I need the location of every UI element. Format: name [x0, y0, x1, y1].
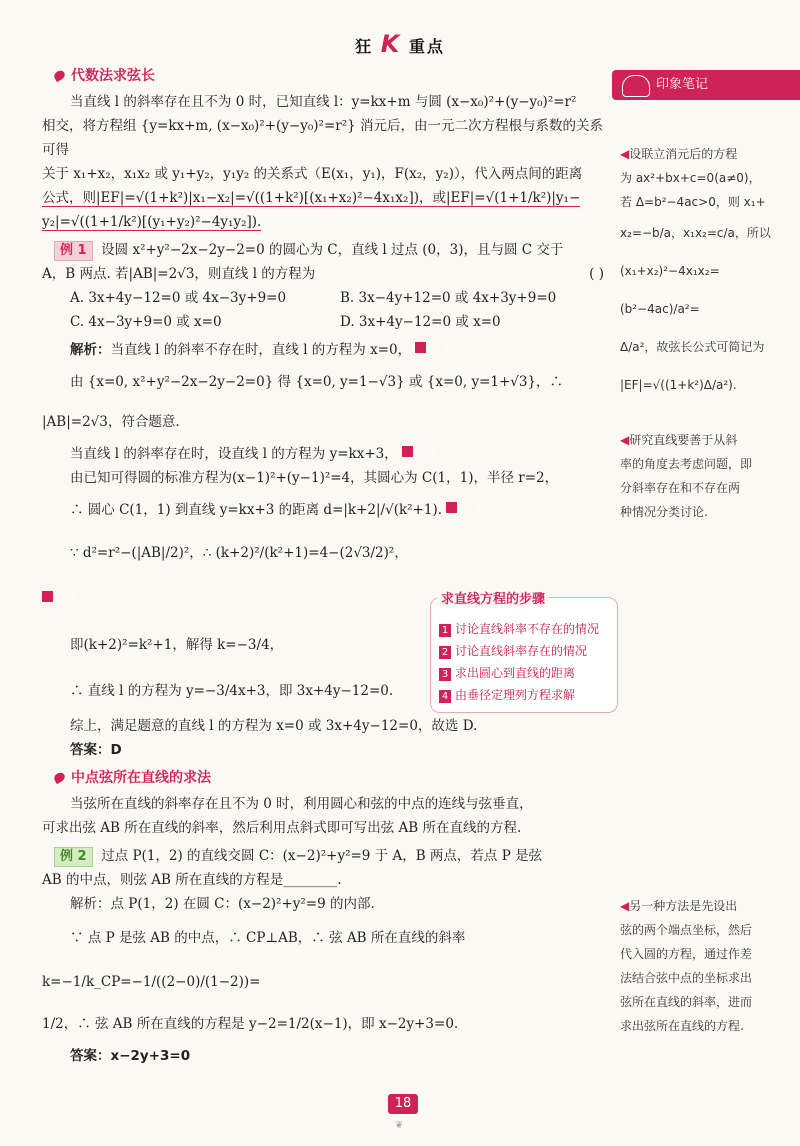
options [42, 286, 610, 334]
note-line: 为 ax²+bx+c=0(a≠0)， [620, 171, 761, 185]
solution-line [42, 442, 610, 466]
solution-line: 解析：点 P(1，2) 在圆 C：(x−2)²+y²=9 的内部. [70, 896, 375, 912]
main-content [42, 60, 610, 1068]
answer: 答案：x−2y+3=0 [70, 1048, 191, 1064]
page-number: 18 [388, 1094, 418, 1114]
step-text: 求出圆心到直线的距离 [455, 666, 576, 680]
steps-title: 求直线方程的步骤 [437, 588, 549, 607]
step-item [439, 662, 611, 684]
note-line: ◀设联立消元后的方程 [620, 147, 738, 161]
answer: 答案：D [70, 742, 122, 758]
note-line: 法结合弦中点的坐标求出 [620, 971, 753, 985]
example-label: 例 1 [54, 241, 93, 261]
note-line: 求出弦所在直线的方程. [620, 1019, 744, 1033]
example-question [42, 262, 610, 286]
option: D. 3x+4y−12=0 或 x=0 [340, 314, 501, 330]
solution-line: 综上，满足题意的直线 l 的方程为 x=0 或 3x+4y−12=0，故选 D. [70, 718, 478, 734]
step-item [439, 618, 611, 640]
note-1 [620, 142, 792, 404]
note-line: Δ/a²，故弦长公式可简记为 [620, 340, 765, 354]
section-title [42, 766, 610, 790]
note-line: ◀另一种方法是先设出 [620, 899, 738, 913]
paragraph: 相交，将方程组 {y=kx+m, (x−x₀)²+(y−y₀)²=r²} 消元后，由一元二次方程根与系数的关系可得 [42, 118, 603, 158]
section-title-text: 代数法求弦长 [71, 68, 155, 84]
step-marker: 1 [415, 342, 426, 353]
solution-text: 当直线 l 的斜率存在时，设直线 l 的方程为 y=kx+3， [70, 446, 398, 462]
example-question: AB 的中点，则弦 AB 所在直线的方程是________. [42, 872, 342, 888]
step-text: 讨论直线斜率存在的情况 [455, 644, 588, 658]
header-prefix: 狂 [355, 37, 374, 56]
solution-line: ∴ 直线 l 的方程为 y=−3/4x+3，即 3x+4y−12=0. [70, 683, 394, 699]
paragraph: 当弦所在直线的斜率存在且不为 0 时，利用圆心和弦的中点的连线与弦垂直， [70, 796, 533, 812]
step-marker: 3 [446, 502, 457, 513]
solution-line: 即(k+2)²=k²+1，解得 k=−3/4， [70, 637, 284, 653]
notes-tab [612, 70, 800, 100]
petal-icon [52, 69, 66, 82]
solution-label: 解析： [70, 342, 111, 358]
steps-callout [430, 592, 618, 713]
paragraph: 可求出弦 AB 所在直线的斜率，然后利用点斜式即可写出弦 AB 所在直线的方程. [42, 820, 522, 836]
question-text: A，B 两点. 若|AB|=2√3，则直线 l 的方程为 [42, 266, 316, 282]
note-line: ◀研究直线要善于从斜 [620, 433, 738, 447]
note-line: 分斜率存在和不存在两 [620, 481, 741, 495]
elephant-icon [622, 75, 650, 97]
section-title [42, 64, 610, 88]
page-header [0, 30, 800, 58]
note-line: 种情况分类讨论. [620, 505, 708, 519]
note-line: 弦的两个端点坐标，然后 [620, 923, 753, 937]
example-question [42, 844, 610, 868]
solution-text: 当直线 l 的斜率不存在时，直线 l 的方程为 x=0， [110, 342, 412, 358]
note-line: |EF|=√((1+k²)Δ/a²). [620, 378, 737, 392]
solution-line: ∵ 点 P 是弦 AB 的中点，∴ CP⊥AB，∴ 弦 AB 所在直线的斜率 k=−1/k_CP=−1/((2−0)/(1−2))= [42, 930, 466, 990]
formula-underlined: y₂|=√((1+1/k²)[(y₁+y₂)²−4y₁y₂]). [42, 214, 262, 230]
option: A. 3x+4y−12=0 或 4x−3y+9=0 [70, 290, 287, 306]
paragraph: 关于 x₁+x₂，x₁x₂ 或 y₁+y₂，y₁y₂ 的关系式（E(x₁，y₁)，F(x₂，y₂)），代入两点间的距离 [42, 166, 583, 182]
paragraph: 当直线 l 的斜率存在且不为 0 时，已知直线 l：y=kx+m 与圆 (x−x₀)²+(y−y₀)²=r² [70, 94, 577, 110]
notes-sidebar [612, 70, 800, 1080]
solution-text: ∵ d²=r²−(|AB|/2)²，∴ (k+2)²/(k²+1)=4−(2√3/2)²， [70, 545, 408, 561]
step-number: 1 [439, 624, 451, 637]
section-title-text: 中点弦所在直线的求法 [71, 770, 211, 786]
step-text: 讨论直线斜率不存在的情况 [455, 622, 600, 636]
notes-title: 印象笔记 [656, 77, 709, 92]
note-3 [620, 894, 792, 1038]
option: C. 4x−3y+9=0 或 x=0 [70, 314, 222, 330]
paragraph [42, 186, 610, 210]
petal-icon [52, 771, 66, 784]
note-line: 若 Δ=b²−4ac>0，则 x₁+ [620, 195, 766, 209]
solution-line: 由已知可得圆的标准方程为(x−1)²+(y−1)²=4，其圆心为 C(1，1)，半径 r=2， [70, 470, 559, 486]
note-2 [620, 428, 792, 524]
step-number: 4 [439, 690, 451, 703]
formula-underlined: 公式，则|EF|=√(1+k²)|x₁−x₂|=√((1+k²)[(x₁+x₂)²−4x₁x₂])，或|EF|=√(1+1/k²)|y₁− [42, 190, 581, 206]
note-line: 弦所在直线的斜率，进而 [620, 995, 753, 1009]
step-number: 3 [439, 668, 451, 681]
solution-text: ∴ 圆心 C(1，1) 到直线 y=kx+3 的距离 d=|k+2|/√(k²+1). [70, 502, 443, 518]
option: B. 3x−4y+12=0 或 4x+3y+9=0 [340, 290, 557, 306]
answer-blank: ( ) [589, 266, 604, 282]
solution-line [42, 338, 610, 362]
question-text: 过点 P(1，2) 的直线交圆 C：(x−2)²+y²=9 于 A，B 两点，若点 P 是弦 [101, 848, 543, 864]
note-line: 率的角度去考虑问题，即 [620, 457, 753, 471]
step-text: 由垂径定理列方程求解 [455, 688, 576, 702]
note-line: 代入圆的方程，通过作差 [620, 947, 753, 961]
step-number: 2 [439, 646, 451, 659]
step-marker: 4 [42, 591, 53, 602]
solution-line: 1/2，∴ 弦 AB 所在直线的方程是 y−2=1/2(x−1)，即 x−2y+3=0. [42, 1016, 459, 1032]
step-marker: 2 [402, 446, 413, 457]
step-item [439, 684, 611, 706]
paragraph [42, 210, 610, 234]
solution-line [42, 490, 610, 530]
example-question [42, 238, 610, 262]
solution-line: 由 {x=0, x²+y²−2x−2y−2=0} 得 {x=0, y=1−√3} 或 {x=0, y=1+√3}，∴ |AB|=2√3，符合题意. [42, 374, 564, 430]
header-k-logo: K [380, 30, 402, 58]
leaf-ornament-icon: ❦ [395, 1120, 404, 1131]
note-line: x₂=−b/a，x₁x₂=c/a，所以 [620, 226, 771, 240]
example-label: 例 2 [54, 847, 93, 867]
note-line: (x₁+x₂)²−4x₁x₂=(b²−4ac)/a²= [620, 264, 720, 316]
question-text: 设圆 x²+y²−2x−2y−2=0 的圆心为 C，直线 l 过点 (0，3)，且与圆 C 交于 [101, 242, 564, 258]
solution-line [42, 530, 422, 622]
step-item [439, 640, 611, 662]
header-suffix: 重点 [408, 37, 445, 56]
